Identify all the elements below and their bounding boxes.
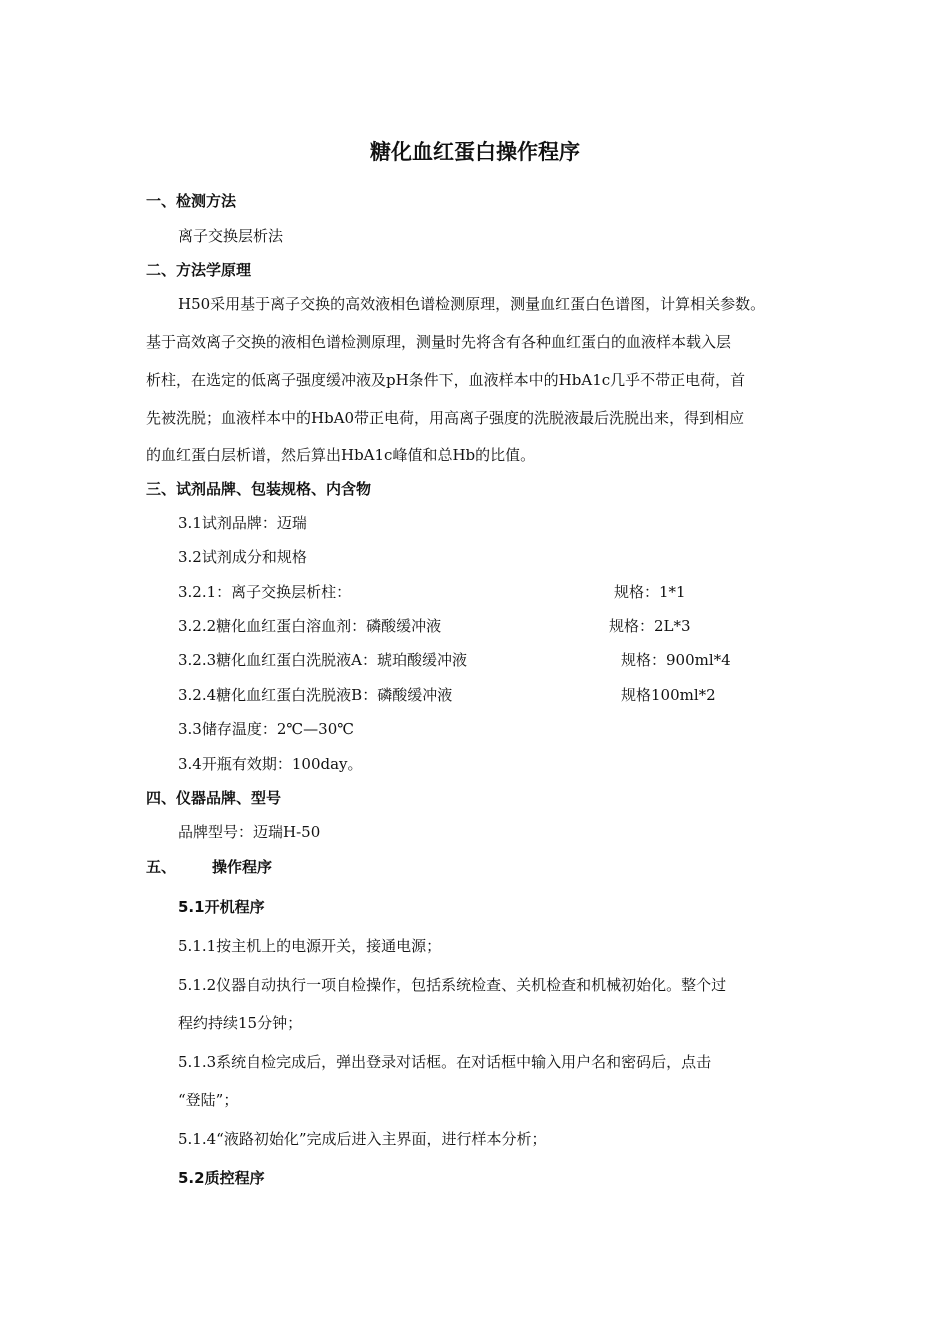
reagent-item-spec: 规格：900ml*4 — [621, 651, 731, 669]
section-4-heading: 四、仪器品牌、型号 — [146, 789, 282, 807]
section-2-line-4: 先被洗脱；血液样本中的HbA0带正电荷，用高离子强度的洗脱液最后洗脱出来，得到相应 — [146, 409, 745, 427]
section-2-line-2: 基于高效离子交换的液相色谱检测原理，测量时先将含有各种血红蛋白的血液样本载入层 — [146, 333, 732, 351]
open-validity: 3.4开瓶有效期：100day。 — [178, 755, 363, 773]
section-2-heading: 二、方法学原理 — [146, 261, 252, 279]
step-5-1-2-cont: 程约持续15分钟； — [178, 1014, 303, 1032]
reagent-item-name: 3.2.3糖化血红蛋白洗脱液A：琥珀酸缓冲液 — [178, 651, 468, 669]
reagent-item-spec: 规格：2L*3 — [609, 617, 691, 635]
document-title: 糖化血红蛋白操作程序 — [370, 140, 580, 164]
section-5-heading-number: 五、 — [146, 858, 177, 876]
reagent-composition: 3.2试剂成分和规格 — [178, 548, 307, 566]
reagent-item-name: 3.2.1：离子交换层析柱： — [178, 583, 352, 601]
section-2-line-3: 析柱，在选定的低离子强度缓冲液及pH条件下，血液样本中的HbA1c几乎不带正电荷，首 — [146, 371, 746, 389]
instrument-model: 品牌型号：迈瑞H-50 — [178, 823, 321, 841]
section-2-line-1: H50采用基于离子交换的高效液相色谱检测原理，测量血红蛋白色谱图，计算相关参数。 — [178, 295, 766, 313]
reagent-item-spec: 规格：1*1 — [614, 583, 686, 601]
subsection-5-1-heading: 5.1开机程序 — [178, 898, 265, 916]
step-5-1-2: 5.1.2仪器自动执行一项自检操作，包括系统检查、关机检查和机械初始化。整个过 — [178, 976, 727, 994]
storage-temperature: 3.3储存温度：2℃—30℃ — [178, 720, 355, 738]
section-2-line-5: 的血红蛋白层析谱，然后算出HbA1c峰值和总Hb的比值。 — [146, 446, 536, 464]
section-1-body: 离子交换层析法 — [178, 227, 284, 245]
reagent-item-name: 3.2.4糖化血红蛋白洗脱液B：磷酸缓冲液 — [178, 686, 453, 704]
section-1-heading: 一、检测方法 — [146, 192, 237, 210]
reagent-item-name: 3.2.2糖化血红蛋白溶血剂：磷酸缓冲液 — [178, 617, 442, 635]
step-5-1-1: 5.1.1按主机上的电源开关，接通电源； — [178, 937, 442, 955]
step-5-1-4: 5.1.4“液路初始化”完成后进入主界面，进行样本分析； — [178, 1130, 547, 1148]
section-3-heading: 三、试剂品牌、包装规格、内含物 — [146, 480, 372, 498]
section-5-heading: 操作程序 — [212, 858, 273, 876]
subsection-5-2-heading: 5.2质控程序 — [178, 1169, 265, 1187]
reagent-brand: 3.1试剂品牌：迈瑞 — [178, 514, 307, 532]
step-5-1-3-cont: “登陆”； — [178, 1091, 239, 1109]
reagent-item-spec: 规格100ml*2 — [621, 686, 716, 704]
step-5-1-3: 5.1.3系统自检完成后，弹出登录对话框。在对话框中输入用户名和密码后，点击 — [178, 1053, 712, 1071]
